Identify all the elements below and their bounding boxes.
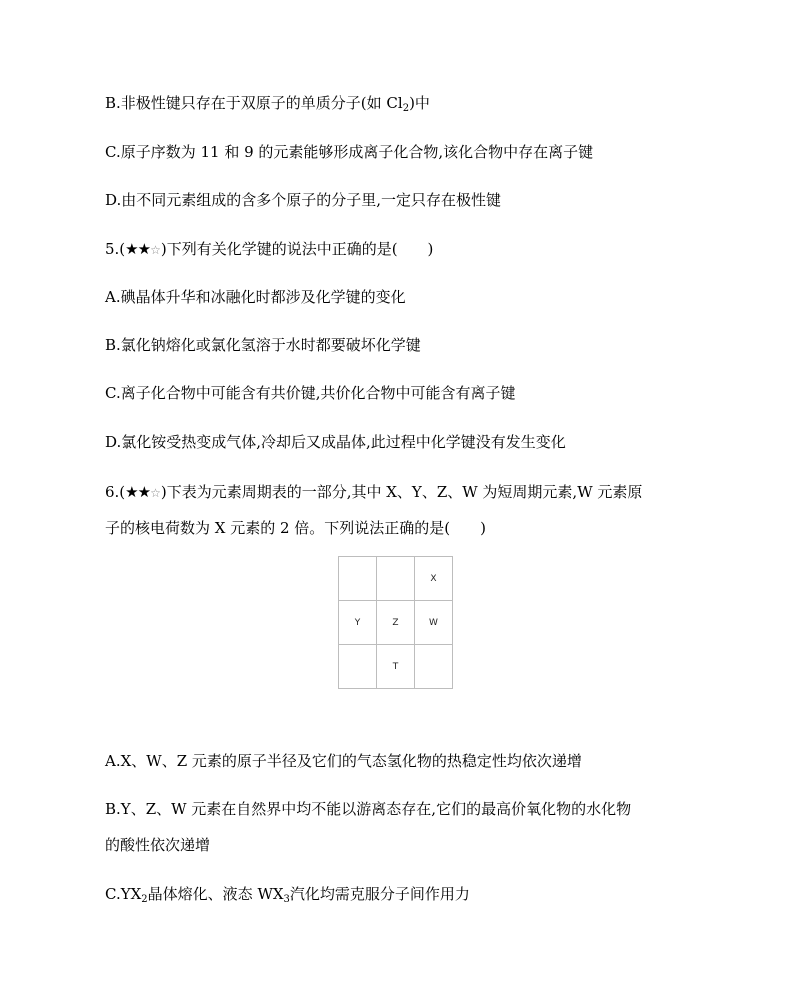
- q6-option-c: $C.YX_2$晶体熔化、液态 $WX_3$汽化均需克服分子间作用力: [105, 885, 470, 905]
- table-row: [339, 601, 453, 645]
- q6-option-b-line1: B.Y、Z、W 元素在自然界中均不能以游离态存在,它们的最高价氧化物的水化物: [105, 800, 632, 818]
- table-row: [339, 645, 453, 689]
- difficulty-stars-icon: ★★: [125, 240, 151, 258]
- table-cell: [377, 557, 415, 601]
- table-cell: Z: [377, 601, 415, 645]
- table-cell: T: [377, 645, 415, 689]
- q4-option-d: D.由不同元素组成的含多个原子的分子里,一定只存在极性键: [105, 191, 502, 209]
- q5-option-a: A.碘晶体升华和冰融化时都涉及化学键的变化: [105, 288, 406, 306]
- q5-option-b: B.氯化钠熔化或氯化氢溶于水时都要破坏化学键: [105, 336, 421, 354]
- q4-option-b: B.非极性键只存在于双原子的单质分子(如 $Cl_2$)中: [105, 94, 430, 114]
- table-cell: [339, 557, 377, 601]
- q4-option-c: C.原子序数为 11 和 9 的元素能够形成离子化合物,该化合物中存在离子键: [105, 143, 594, 161]
- q6-option-a: A.X、W、Z 元素的原子半径及它们的气态氢化物的热稳定性均依次递增: [105, 752, 582, 770]
- q6-option-b-line2: 的酸性依次递增: [105, 836, 211, 854]
- difficulty-stars-icon: ★★: [125, 483, 151, 501]
- question-5-stem: 5.(★★☆)下列有关化学键的说法中正确的是( ): [105, 240, 434, 258]
- question-6-stem-line1: 6.(★★☆)下表为元素周期表的一部分,其中 X、Y、Z、W 为短周期元素,W 元素原: [105, 483, 643, 501]
- table-cell: X: [415, 557, 453, 601]
- hollow-star-icon: ☆: [150, 486, 161, 500]
- table-cell: W: [415, 601, 453, 645]
- question-6-stem-line2: 子的核电荷数为 X 元素的 2 倍。下列说法正确的是( ): [105, 519, 487, 537]
- table-cell: Y: [339, 601, 377, 645]
- q5-option-c: C.离子化合物中可能含有共价键,共价化合物中可能含有离子键: [105, 384, 516, 402]
- q5-option-d: D.氯化铵受热变成气体,冷却后又成晶体,此过程中化学键没有发生变化: [105, 433, 566, 451]
- table-cell: [415, 645, 453, 689]
- periodic-table-fragment: [338, 556, 453, 689]
- table-cell: [339, 645, 377, 689]
- table-row: [339, 557, 453, 601]
- hollow-star-icon: ☆: [150, 243, 161, 257]
